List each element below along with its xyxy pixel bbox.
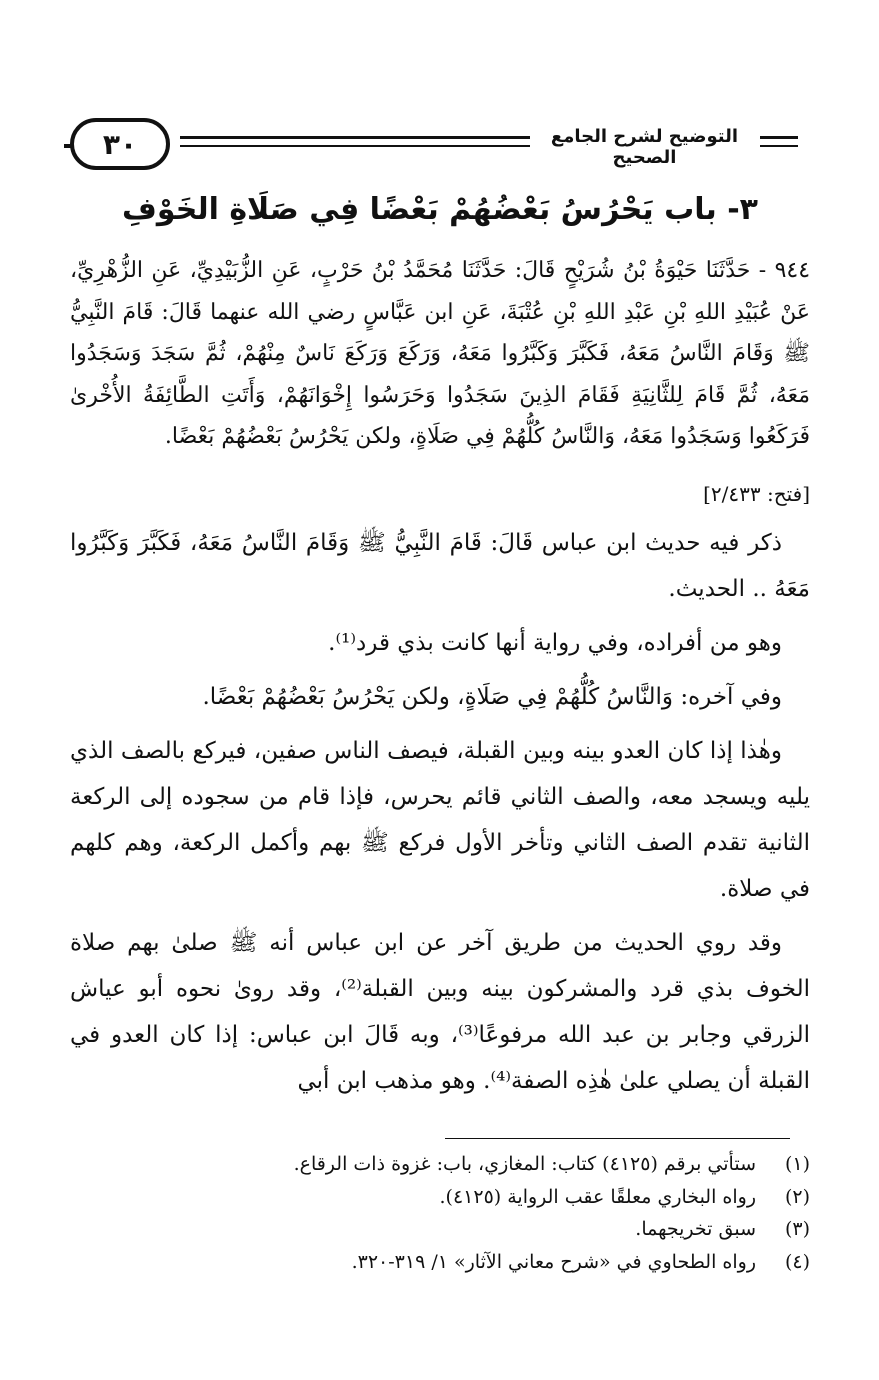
- footnote: [70, 1246, 810, 1279]
- footnote: [70, 1213, 810, 1246]
- header-rule: [180, 136, 530, 147]
- footnote-text: سبق تخريجهما.: [635, 1218, 756, 1240]
- footnote-number: (٢): [784, 1185, 810, 1208]
- paragraph: وهٰذا إذا كان العدو بينه وبين القبلة، فيصف الناس صفين، فيركع بالصف الذي يليه ويسجد معه، والصف الثاني قائم يحرس، فإذا قام من سجوده إلى الركعة الثانية تقدم الصف الثاني وتأخر الأول فركع ﷺ بهم وأكمل الركعة، وهم كلهم في صلاة.: [70, 738, 810, 902]
- footnote-text: رواه الطحاوي في «شرح معاني الآثار» ١/ ٣١٩-٣٢٠.: [351, 1250, 756, 1273]
- footnote-text: رواه البخاري معلقًا عقب الرواية (٤١٢٥).: [439, 1185, 756, 1208]
- header-rule: [760, 136, 798, 147]
- footnote: [70, 1181, 810, 1214]
- paragraph: وقد روي الحديث من طريق آخر عن ابن عباس أنه ﷺ صلىٰ بهم صلاة الخوف بذي قرد والمشركون بينه وبين القبلة⁽²⁾، وقد روىٰ نحوه أبو عياش الزرقي وجابر بن عبد الله مرفوعًا⁽³⁾، وبه قَالَ ابن عباس: إذا كان العدو في القبلة أن يصلي علىٰ هٰذِه الصفة⁽⁴⁾. وهو مذهب ابن أبي: [70, 930, 811, 1094]
- running-title: التوضيح لشرح الجامع الصحيح: [550, 126, 739, 168]
- footnote-number: (٣): [784, 1218, 810, 1240]
- paragraph: وهو من أفراده، وفي رواية أنها كانت بذي قرد⁽¹⁾.: [328, 630, 782, 656]
- page-number: ٣٠: [70, 118, 170, 170]
- citation: [فتح: ٢/٤٣٣]: [703, 482, 810, 506]
- running-header: [70, 118, 800, 174]
- commentary: [70, 520, 810, 1112]
- footnotes: [70, 1148, 810, 1278]
- footnote-number: (١): [784, 1153, 810, 1175]
- footnote-divider: [445, 1138, 790, 1139]
- footnote-number: (٤): [784, 1250, 810, 1273]
- paragraph: وفي آخره: وَالنَّاسُ كُلُّهُمْ فِي صَلَاةٍ، ولكن يَحْرُسُ بَعْضُهُمْ بَعْضًا.: [202, 684, 782, 710]
- chapter-title: ٣- باب يَحْرُسُ بَعْضُهُمْ بَعْضًا فِي صَلَاةِ الخَوْفِ: [122, 192, 758, 227]
- paragraph: ذكر فيه حديث ابن عباس قَالَ: قَامَ النَّبِيُّ ﷺ وَقَامَ النَّاسُ مَعَهُ، فَكَبَّرَ وَكَبَّرُوا مَعَهُ .. الحديث.: [70, 530, 810, 602]
- hadith-text: ٩٤٤ - حَدَّثَنَا حَيْوَةُ بْنُ شُرَيْحٍ قَالَ: حَدَّثَنَا مُحَمَّدُ بْنُ حَرْبٍ، عَنِ الزُّبَيْدِيِّ، عَنِ الزُّهْرِيِّ، عَنْ عُبَيْدِ اللهِ بْنِ عَبْدِ اللهِ بْنِ عُتْبَةَ، عَنِ ابن عَبَّاسٍ رضي الله عنهما قَالَ: قَامَ النَّبِيُّ ﷺ وَقَامَ النَّاسُ مَعَهُ، فَكَبَّرَ وَكَبَّرُوا مَعَهُ، وَرَكَعَ وَرَكَعَ نَاسٌ مِنْهُمْ، ثُمَّ سَجَدَ وَسَجَدُوا مَعَهُ، ثُمَّ قَامَ لِلثَّانِيَةِ فَقَامَ الذِينَ سَجَدُوا وَحَرَسُوا إِخْوَانَهُمْ، وَأَتَتِ الطَّائِفَةُ الأُخْرىٰ فَرَكَعُوا وَسَجَدُوا مَعَهُ، وَالنَّاسُ كُلُّهُمْ فِي صَلَاةٍ، ولكن يَحْرُسُ بَعْضُهُمْ بَعْضًا.: [70, 258, 811, 449]
- footnote-text: ستأتي برقم (٤١٢٥) كتاب: المغازي، باب: غزوة ذات الرقاع.: [293, 1153, 756, 1175]
- footnote: [70, 1148, 810, 1181]
